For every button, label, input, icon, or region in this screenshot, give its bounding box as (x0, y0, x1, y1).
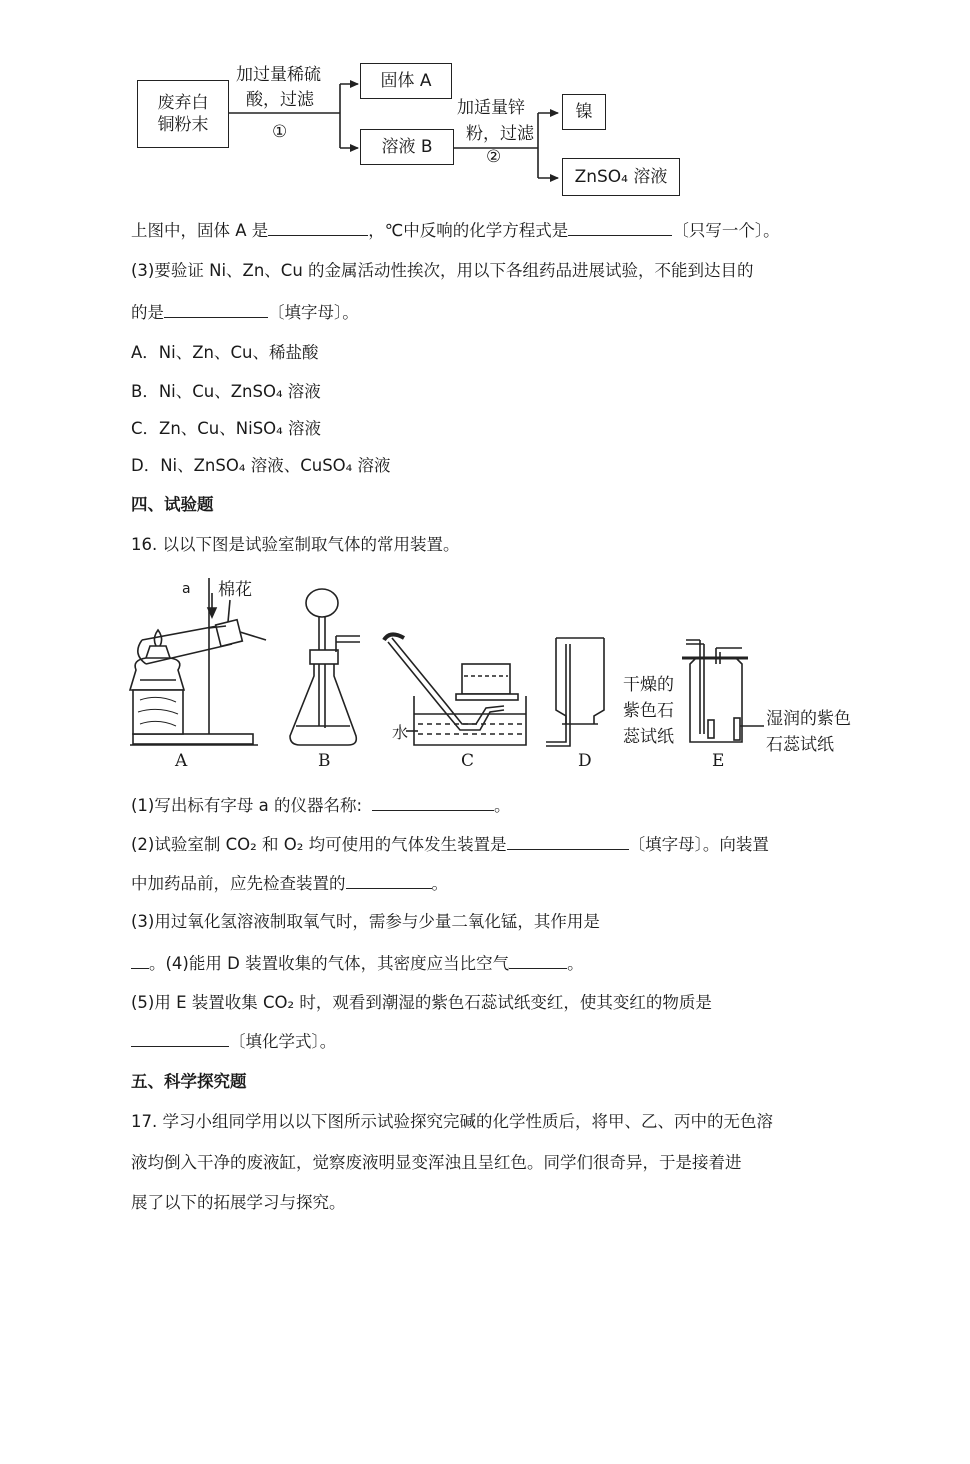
answer-blank-q16-1[interactable] (372, 794, 494, 811)
apparatus-a-lamp (130, 658, 184, 690)
q16-part5-hint: 〔填化学式〕。 (229, 1032, 337, 1051)
apparatus-e-tube-short (716, 648, 742, 664)
step1-bottom-label: 酸，过滤 (246, 90, 314, 110)
apparatus-b-flask (290, 664, 356, 745)
q16-part2-end: 。 (431, 874, 448, 893)
apparatus-d-bottle (556, 638, 604, 724)
q3-hint: 〔填字母〕。 (268, 303, 359, 322)
answer-blank-q16-2b[interactable] (346, 872, 432, 889)
q16-part5: (5)用 E 装置收集 CO₂ 时，观看到潮湿的紫色石蕊试纸变红，使其变红的物质是 (131, 993, 712, 1012)
q-solid-a-text: 上图中，固体 A 是 (131, 221, 269, 240)
solid-a-label: 固体 A (380, 71, 432, 91)
option-b: B．Ni、Cu、ZnSO₄ 溶液 (131, 382, 321, 401)
answer-blank-q16-4[interactable] (509, 952, 567, 969)
section-5-heading: 五、科学探究题 (131, 1072, 247, 1091)
apparatus-label-b: B (318, 751, 331, 771)
apparatus-e-dry-paper (708, 720, 714, 738)
section-4-heading: 四、试验题 (131, 495, 214, 514)
znso4-label: ZnSO₄ 溶液 (574, 167, 668, 187)
apparatus-c-trough (414, 696, 526, 745)
q17-line-1: 17. 学习小组同学用以以下图所示试验探究完碱的化学性质后，将甲、乙、丙中的无色溶 (131, 1112, 773, 1131)
q16-part3: (3)用过氧化氢溶液制取氧气时，需参与少量二氧化锰，其作用是 (131, 912, 600, 931)
q16-part1-text: (1)写出标有字母 a 的仪器名称: (131, 796, 363, 815)
apparatus-b-funnel (306, 589, 338, 617)
q-equation-text: ，℃中反响的化学方程式是 (368, 221, 569, 240)
apparatus-e-tube-long (686, 640, 704, 734)
q17-line-3: 展了以下的拓展学习与探究。 (131, 1193, 346, 1212)
answer-blank-q16-3[interactable] (131, 952, 149, 969)
option-c: C．Zn、Cu、NiSO₄ 溶液 (131, 419, 322, 438)
apparatus-label-c: C (461, 751, 475, 771)
q16-part2-hint: 〔填字母〕。向装置 (628, 835, 769, 854)
step1-number: ① (272, 122, 288, 142)
option-d: D．Ni、ZnSO₄ 溶液、CuSO₄ 溶液 (131, 456, 391, 475)
cotton-label: 棉花 (218, 580, 252, 600)
q16-stem: 16. 以以下图是试验室制取气体的常用装置。 (131, 535, 460, 554)
apparatus-a-block (133, 690, 183, 734)
apparatus-e-wet-paper (734, 718, 740, 740)
apparatus-label-e: E (712, 751, 725, 771)
q16-part2-cont-text: 中加药品前，应先检查装置的 (131, 874, 346, 893)
q16-part2-text: (2)试验室制 CO₂ 和 O₂ 均可使用的气体发生装置是 (131, 835, 507, 854)
waste-powder-label: 废弃白 铜粉末 (157, 93, 209, 135)
apparatus-label-d: D (578, 751, 592, 771)
apparatus-c-bottle (462, 664, 510, 694)
q17-line-2: 液均倒入干净的废液缸，觉察废液明显变浑浊且呈红色。同学们很奇异，于是接着进 (131, 1153, 742, 1172)
answer-blank-q16-5[interactable] (131, 1030, 229, 1047)
solution-b-label: 溶液 B (381, 137, 433, 157)
q16-part1 (131, 794, 511, 817)
q16-part4-end: 。 (567, 954, 584, 973)
q16-part1-end: 。 (494, 796, 511, 815)
answer-blank-q16-2a[interactable] (507, 833, 629, 850)
wet-paper-label: 湿润的紫色 石蕊试纸 (766, 709, 851, 755)
line-q3: (3)要验证 Ni、Zn、Cu 的金属活动性挨次，用以下各组药品进展试验，不能到达目的 (131, 261, 754, 280)
step1-top-label: 加过量稀硫 (236, 65, 321, 85)
q16-part3-4 (131, 952, 584, 975)
water-label: 水 (392, 723, 409, 742)
dry-paper-label: 干燥的 紫色石 蕊试纸 (623, 675, 674, 747)
apparatus-a-base (133, 734, 253, 744)
step2-number: ② (486, 147, 502, 167)
apparatus-d-tube (546, 644, 570, 746)
apparatus-label-a: A (175, 751, 188, 771)
option-a: A．Ni、Zn、Cu、稀盐酸 (131, 343, 319, 362)
q-equation-hint: 〔只写一个〕。 (672, 221, 780, 240)
step2-top-label: 加适量锌 (457, 98, 525, 118)
nickel-label: 镍 (575, 102, 593, 122)
q16-part4-text: 。(4)能用 D 装置收集的气体，其密度应当比空气 (149, 954, 510, 973)
q16-part2 (131, 833, 769, 856)
step2-bottom-label: 粉，过滤 (466, 124, 534, 144)
mark-a-label: a (182, 581, 191, 597)
q16-part2-cont (131, 872, 448, 895)
q3-cont-text: 的是 (131, 303, 164, 322)
q16-part5-cont (131, 1030, 336, 1053)
